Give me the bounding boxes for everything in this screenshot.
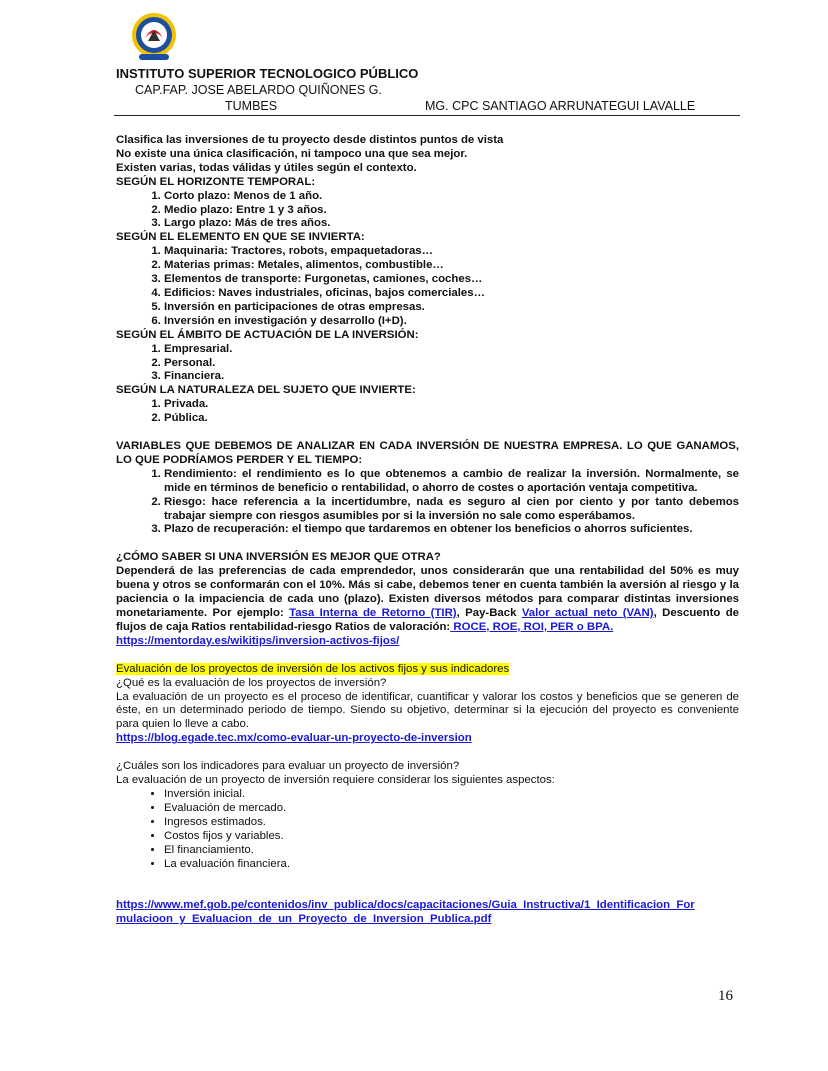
institution-subtitle: CAP.FAP. JOSE ABELARDO QUIÑONES G. (135, 83, 382, 97)
indicadores-intro: La evaluación de un proyecto de inversión requiere considerar los siguientes aspectos: (116, 774, 555, 787)
list-item: 3. Financiera. (164, 370, 739, 384)
section-title-horizonte: SEGÚN EL HORIZONTE TEMPORAL: (116, 175, 316, 188)
list-item: • El financiamiento. (164, 844, 739, 858)
section-title-mejor: ¿CÓMO SABER SI UNA INVERSIÓN ES MEJOR QUE OTRA? (116, 551, 441, 564)
list-item: 2. Materias primas: Metales, alimentos, combustible… (164, 259, 739, 273)
section-title-variables: VARIABLES QUE DEBEMOS DE ANALIZAR EN CADA INVERSIÓN DE NUESTRA EMPRESA. LO QUE GANAMOS, LO QUE PODRÍAMOS PERDER Y EL TIEMPO: (116, 440, 739, 466)
list-item: 4. Edificios: Naves industriales, oficinas, bajos comerciales… (164, 287, 739, 301)
section-title-elemento: SEGÚN EL ELEMENTO EN QUE SE INVIERTA: (116, 231, 365, 244)
list-item: • Costos fijos y variables. (164, 830, 739, 844)
list-item: 2. Pública. (164, 412, 739, 426)
institute-logo (131, 8, 177, 62)
list-item: 1. Privada. (164, 398, 739, 412)
list-item: 2. Riesgo: hace referencia a la incertidumbre, nada es seguro al cien por ciento y por tanto debemos trabajar siempre con riesgos asumibles por si la inversión no sale como esperábamos. (164, 496, 739, 524)
page-number: 16 (718, 988, 733, 1004)
institution-city: TUMBES (225, 99, 278, 113)
ambito-list (116, 343, 739, 385)
link-egade[interactable]: https://blog.egade.tec.mx/como-evaluar-un-proyecto-de-inversion (116, 732, 472, 745)
variables-list (116, 468, 739, 538)
list-item: 2. Medio plazo: Entre 1 y 3 años. (164, 204, 739, 218)
list-item: 1. Corto plazo: Menos de 1 año. (164, 190, 739, 204)
list-item: 2. Personal. (164, 357, 739, 371)
indicadores-list (116, 788, 739, 871)
list-item: 6. Inversión en investigación y desarrollo (I+D). (164, 315, 739, 329)
section-title-naturaleza: SEGÚN LA NATURALEZA DEL SUJETO QUE INVIERTE: (116, 384, 416, 397)
list-item: 1. Empresarial. (164, 343, 739, 357)
list-item: • Ingresos estimados. (164, 816, 739, 830)
evaluacion-question: ¿Qué es la evaluación de los proyectos de inversión? (116, 676, 387, 689)
link-mentorday[interactable]: https://mentorday.es/wikitips/inversion-activos-fijos/ (116, 634, 400, 647)
document-body (116, 134, 739, 927)
evaluacion-paragraph: La evaluación de un proyecto es el proceso de identificar, cuantificar y valorar los costos y beneficios que se generen de éste, en un determinado periodo de tiempo. Siendo su objetivo, determinar si la ejecución del proyecto es conveniente para quien lo lleve a cabo. (116, 690, 739, 731)
list-item: • Evaluación de mercado. (164, 802, 739, 816)
link-van[interactable]: Valor actual neto (VAN) (521, 607, 654, 619)
list-item: 1. Rendimiento: el rendimiento es lo que obtenemos a cambio de realizar la inversión. Normalmente, se mide en términos de beneficio o rentabilidad, o ahorro de costes o aportación ventaja competitiva. (164, 468, 739, 496)
list-item: • La evaluación financiera. (164, 858, 739, 872)
indicadores-question: ¿Cuáles son los indicadores para evaluar un proyecto de inversión? (116, 760, 460, 773)
list-item: 5. Inversión en participaciones de otras empresas. (164, 301, 739, 315)
link-tir[interactable]: Tasa Interna de Retorno (TIR) (289, 607, 457, 619)
teacher-name: MG. CPC SANTIAGO ARRUNATEGUI LAVALLE (425, 99, 696, 113)
institution-name: INSTITUTO SUPERIOR TECNOLOGICO PÚBLICO (116, 66, 419, 81)
intro-line: No existe una única clasificación, ni tampoco una que sea mejor. (116, 147, 468, 160)
list-item: 1. Maquinaria: Tractores, robots, empaquetadoras… (164, 245, 739, 259)
naturaleza-list (116, 398, 739, 426)
mejor-paragraph: Dependerá de las preferencias de cada emprendedor, unos considerarán que una rentabilidad del 50% es muy buena y otros se conformarán con el 10%. Más si cabe, debemos tener en cuenta también la aversión al riesgo y la paciencia o la impaciencia de cada uno (plazo). Existen diversos métodos para comparar distintas inversiones monetariamente. Por ejemplo: Tasa Interna de Retorno (TIR), Pay-Back Valor actual neto (VAN), Descuento de flujos de caja Ratios rentabilidad-riesgo Ratios de valoración: ROCE, ROE, ROI, PER o BPA. (116, 565, 740, 633)
link-ratios[interactable]: ROCE, ROE, ROI, PER o BPA. (450, 620, 614, 633)
section-title-ambito: SEGÚN EL ÁMBITO DE ACTUACIÓN DE LA INVERSIÓN: (116, 328, 419, 341)
intro-line: Clasifica las inversiones de tu proyecto desde distintos puntos de vista (116, 134, 504, 146)
list-item: 3. Largo plazo: Más de tres años. (164, 217, 739, 231)
horizonte-list (116, 190, 739, 232)
highlighted-heading: Evaluación de los proyectos de inversión de los activos fijos y sus indicadores (116, 662, 510, 675)
header-divider (114, 115, 740, 116)
link-mef[interactable]: https://www.mef.gob.pe/contenidos/inv_publica/docs/capacitaciones/Guia_Instructiva/1_Identificacion_For mulacioon_y_Evaluacion_de_un_Proyecto_de_Inversion_Publica.pdf (116, 899, 695, 926)
intro-line: Existen varias, todas válidas y útiles según el contexto. (116, 161, 417, 174)
list-item: 3. Elementos de transporte: Furgonetas, camiones, coches… (164, 273, 739, 287)
elemento-list (116, 245, 739, 328)
list-item: • Inversión inicial. (164, 788, 739, 802)
list-item: 3. Plazo de recuperación: el tiempo que tardaremos en obtener los beneficios o ahorros suficientes. (164, 523, 739, 537)
